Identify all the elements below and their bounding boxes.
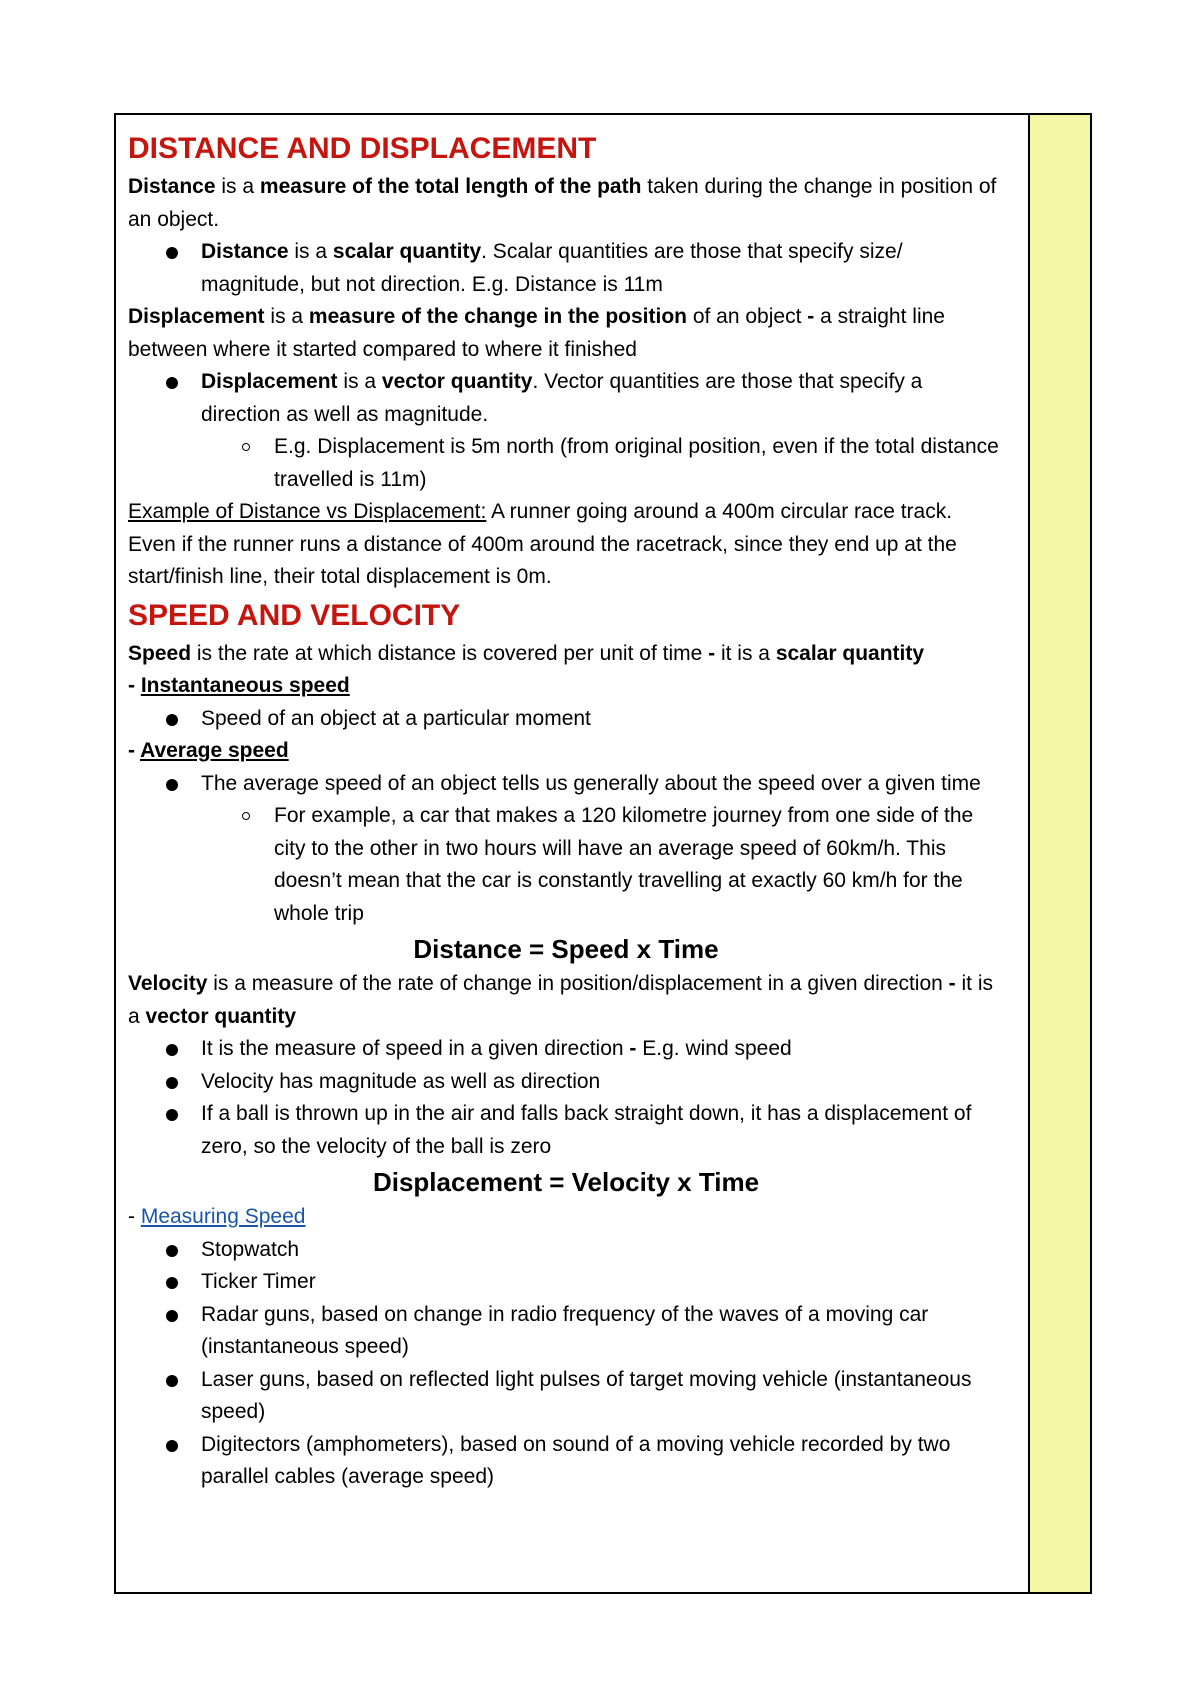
list-item: Speed of an object at a particular moment [128,703,1004,736]
instantaneous-speed-heading: - Instantaneous speed [128,674,350,697]
list-item: Laser guns, based on reflected light pulses of target moving vehicle (instantaneous speed) [128,1364,1004,1429]
section-title-speed-velocity: SPEED AND VELOCITY [128,598,461,632]
list-item: If a ball is thrown up in the air and falls back straight down, it has a displacement of zero, so the velocity of the ball is zero [128,1098,1004,1163]
list-item: Displacement is a vector quantity. Vector quantities are those that specify a direction as well as magnitude. [128,366,1004,431]
velocity-definition: Velocity is a measure of the rate of change in position/displacement in a given direction - it is a vector quantity [128,972,993,1028]
list-item: Distance is a scalar quantity. Scalar quantities are those that specify size/ magnitude, but not direction. E.g. Distance is 11m [128,236,1004,301]
margin-notes-cell [1030,115,1090,1592]
displacement-formula: Displacement = Velocity x Time [372,1167,760,1197]
list-item: Radar guns, based on change in radio frequency of the waves of a moving car (instantaneous speed) [128,1299,1004,1364]
list-item: Ticker Timer [128,1266,1004,1299]
list-item: Digitectors (amphometers), based on sound of a moving vehicle recorded by two parallel cables (average speed) [128,1429,1004,1494]
notes-content-cell [116,115,1030,1592]
list-item: It is the measure of speed in a given direction - E.g. wind speed [128,1033,1004,1066]
distance-definition: Distance is a measure of the total length of the path taken during the change in position of an object. [128,175,997,231]
measuring-speed-heading: - Measuring Speed [128,1205,306,1228]
measuring-speed-link[interactable]: Measuring Speed [140,1205,306,1228]
list-item: The average speed of an object tells us generally about the speed over a given time [128,768,1004,801]
distance-formula: Distance = Speed x Time [413,934,719,964]
speed-definition: Speed is the rate at which distance is covered per unit of time - it is a scalar quantity [128,641,925,665]
sub-list-item: For example, a car that makes a 120 kilometre journey from one side of the city to the other in two hours will have an average speed of 60km/h. This doesn’t mean that the car is constantly travelling at exactly 60 km/h for the whole trip [128,800,1004,930]
distance-vs-displacement-example: Example of Distance vs Displacement: A runner going around a 400m circular race track. Even if the runner runs a distance of 400m around the racetrack, since they end up at the start/finish line, their total displacement is 0m. [128,500,957,588]
notes-table [114,113,1092,1594]
average-speed-heading: - Average speed [128,739,289,762]
list-item: Velocity has magnitude as well as direction [128,1066,1004,1099]
displacement-definition: Displacement is a measure of the change in the position of an object - a straight line between where it started compared to where it finished [128,305,945,361]
section-title-distance-displacement: DISTANCE AND DISPLACEMENT [128,132,597,165]
list-item: Stopwatch [128,1234,1004,1267]
sub-list-item: E.g. Displacement is 5m north (from original position, even if the total distance travelled is 11m) [128,431,1004,496]
